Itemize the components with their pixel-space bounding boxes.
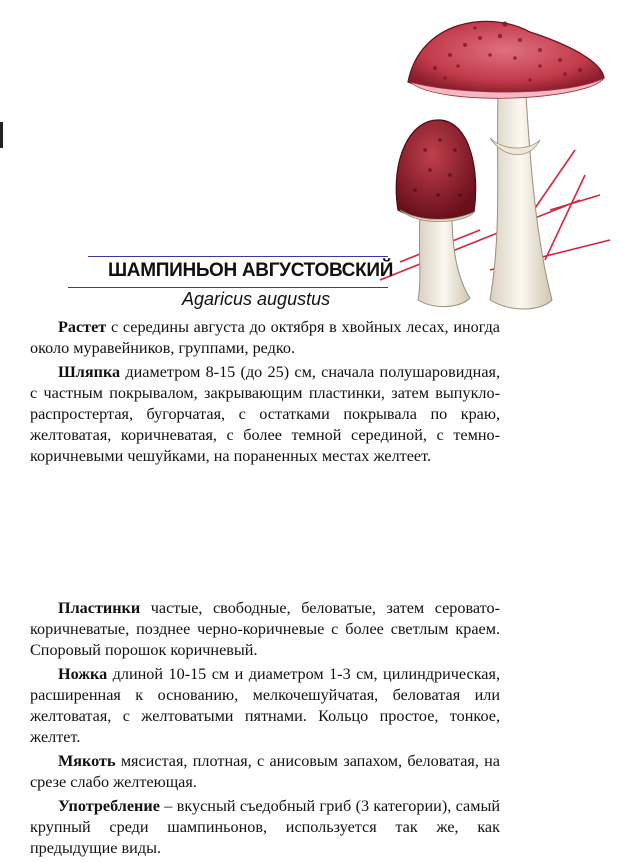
text-flesh: мясистая, плотная, с анисовым запахом, беловатая, на срезе слабо желтеющая. <box>30 752 500 791</box>
page-title: ШАМПИНЬОН АВГУСТОВСКИЙ <box>108 260 394 281</box>
small-mushroom <box>396 120 475 307</box>
term-cap: Шляпка <box>58 363 121 381</box>
text-cap: диаметром 8-15 (до 25) см, сначала полушаровидная, с частным покрывалом, закрывающим пластинки, затем выпукло-распростертая, бугорчатая, с остатками покрывала по краю, желтоватая, коричневатая, с более темной серединой, с темно-коричневыми чешуйками, на пораненных местах желтеет. <box>30 363 500 465</box>
text-gills: частые, свободные, беловатые, затем серовато-коричневатые, позднее черно-коричневые с более светлым краем. Споровый порошок коричневый. <box>30 599 500 659</box>
description-top <box>30 317 500 470</box>
text-usage: – вкусный съедобный гриб (3 категории), самый крупный среди шампиньонов, используется так же, как предыдущие виды. <box>30 797 500 857</box>
title-rule-top <box>88 256 388 257</box>
latin-name: Agaricus augustus <box>182 289 331 309</box>
term-usage: Употребление <box>58 797 160 815</box>
term-growth: Растет <box>58 318 107 336</box>
title-rule-bottom <box>68 287 388 288</box>
paragraph-growth <box>30 317 500 359</box>
term-stem: Ножка <box>58 665 108 683</box>
page-edge-mark <box>0 122 3 148</box>
paragraph-cap <box>30 362 500 467</box>
description-bottom <box>30 598 500 862</box>
paragraph-flesh <box>30 751 500 793</box>
paragraph-stem <box>30 664 500 748</box>
paragraph-usage <box>30 796 500 859</box>
text-growth: с середины августа до октября в хвойных лесах, иногда около муравейников, группами, редко. <box>30 318 500 357</box>
text-stem: длиной 10-15 см и диаметром 1-3 см, цилиндрическая, расширенная к основанию, мелкочешуйчатая, беловатая или желтоватая, с желтоватыми пятнами. Кольцо простое, тонкое, желтет. <box>30 665 500 746</box>
term-flesh: Мякоть <box>58 752 116 770</box>
paragraph-gills <box>30 598 500 661</box>
term-gills: Пластинки <box>58 599 141 617</box>
